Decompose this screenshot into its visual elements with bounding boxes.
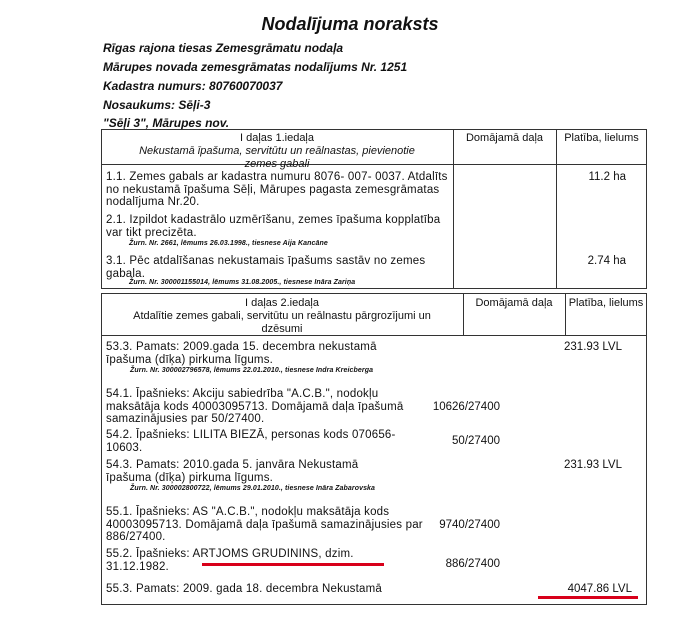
division-name: Mārupes novada zemesgrāmatas nodalījums Nr. 1251 <box>103 60 408 74</box>
section1-row-1-value: 11.2 ha <box>588 171 626 183</box>
section2-row-54-1: 54.1. Īpašnieks: Akciju sabiedrība "A.C.B.", nodokļu maksātāja kods 40003095713. Domājamā daļa īpašumā samazinājusies par 50/27400. <box>106 388 404 425</box>
section2-row-53-3: 53.3. Pamats: 2009.gada 15. decembra nekustamā īpašuma (dīķa) pirkuma līgums. <box>106 341 377 366</box>
section1-col1-header: I daļas 1.iedaļa Nekustamā īpašuma, servitūtu un reālnastas, pievienotie zemes gabali <box>139 132 415 170</box>
section2-row-55-3: 55.3. Pamats: 2009. gada 18. decembra Nekustamā <box>106 583 382 595</box>
page-title: Nodalījuma noraksts <box>261 14 439 34</box>
section2-col3-header: Platība, lielums <box>568 297 644 309</box>
section2-row-55-1-share: 9740/27400 <box>439 519 500 531</box>
property-name: Nosaukums: Sēļi-3 <box>103 98 211 112</box>
section2-row-54-2-share: 50/27400 <box>452 435 500 447</box>
court-name: Rīgas rajona tiesas Zemesgrāmatu nodaļa <box>103 41 344 55</box>
section2-row-55-2-share: 886/27400 <box>445 558 500 570</box>
value-underline <box>538 596 638 599</box>
section2-col2-header: Domājamā daļa <box>475 297 553 309</box>
section2-row-54-3-value: 231.93 LVL <box>564 459 622 471</box>
section2-row-53-3-note: Žurn. Nr. 300002796578, lēmums 22.01.2010., tiesnese Indra Kreicberga <box>130 367 374 374</box>
section2-row-54-3-note: Žurn. Nr. 300002800722, lēmums 29.01.2010., tiesnese Ināra Zabarovska <box>130 485 376 492</box>
section1-col3-header: Platība, lielums <box>564 132 639 144</box>
section2-row-55-2: 55.2. Īpašnieks: ARTJOMS GRUDININS, dzim. 31.12.1982. <box>106 548 354 573</box>
owner-name-underline <box>202 563 384 566</box>
section2-row-53-3-value: 231.93 LVL <box>564 341 622 353</box>
section2-row-54-2: 54.2. Īpašnieks: LILITA BIEZĀ, personas kods 070656-10603. <box>106 429 396 454</box>
section1-row-3-note: Žurn. Nr. 300001155014, lēmums 31.08.2005., tiesnese Ināra Zariņa <box>129 279 356 286</box>
section2-row-54-3: 54.3. Pamats: 2010.gada 5. janvāra Nekustamā īpašuma (dīķa) pirkuma līgums. <box>106 459 359 484</box>
section2-col1-header: I daļas 2.iedaļa Atdalītie zemes gabali, servitūtu un reālnastu pārgrozījumi un dzēsumi <box>133 297 431 335</box>
section1-row-2: 2.1. Izpildot kadastrālo uzmērīšanu, zemes īpašuma kopplatība var tikt precizēta. <box>106 214 441 239</box>
section1-row-1: 1.1. Zemes gabals ar kadastra numuru 8076- 007- 0037. Atdalīts no nekustamā īpašuma Sēļi, Mārupes pagasta zemesgrāmatas nodalījuma Nr.20. <box>106 171 448 208</box>
section1-row-3-value: 2.74 ha <box>587 255 626 267</box>
property-address: "Sēļi 3", Mārupes nov. <box>103 116 230 130</box>
section1-row-3: 3.1. Pēc atdalīšanas nekustamais īpašums sastāv no zemes gabala. <box>106 255 426 280</box>
section1-col2-header: Domājamā daļa <box>465 132 544 144</box>
section2-row-55-1: 55.1. Īpašnieks: AS "A.C.B.", nodokļu maksātāja kods 40003095713. Domājamā daļa īpašumā samazinājusies par 886/27400. <box>106 506 423 543</box>
section2-row-54-1-share: 10626/27400 <box>432 401 500 413</box>
section1-row-2-note: Žurn. Nr. 2661, lēmums 26.03.1998., tiesnese Aija Kancāne <box>129 240 328 247</box>
section2-row-55-3-value: 4047.86 LVL <box>567 583 632 595</box>
cadastre-number: Kadastra numurs: 80760070037 <box>103 79 283 93</box>
